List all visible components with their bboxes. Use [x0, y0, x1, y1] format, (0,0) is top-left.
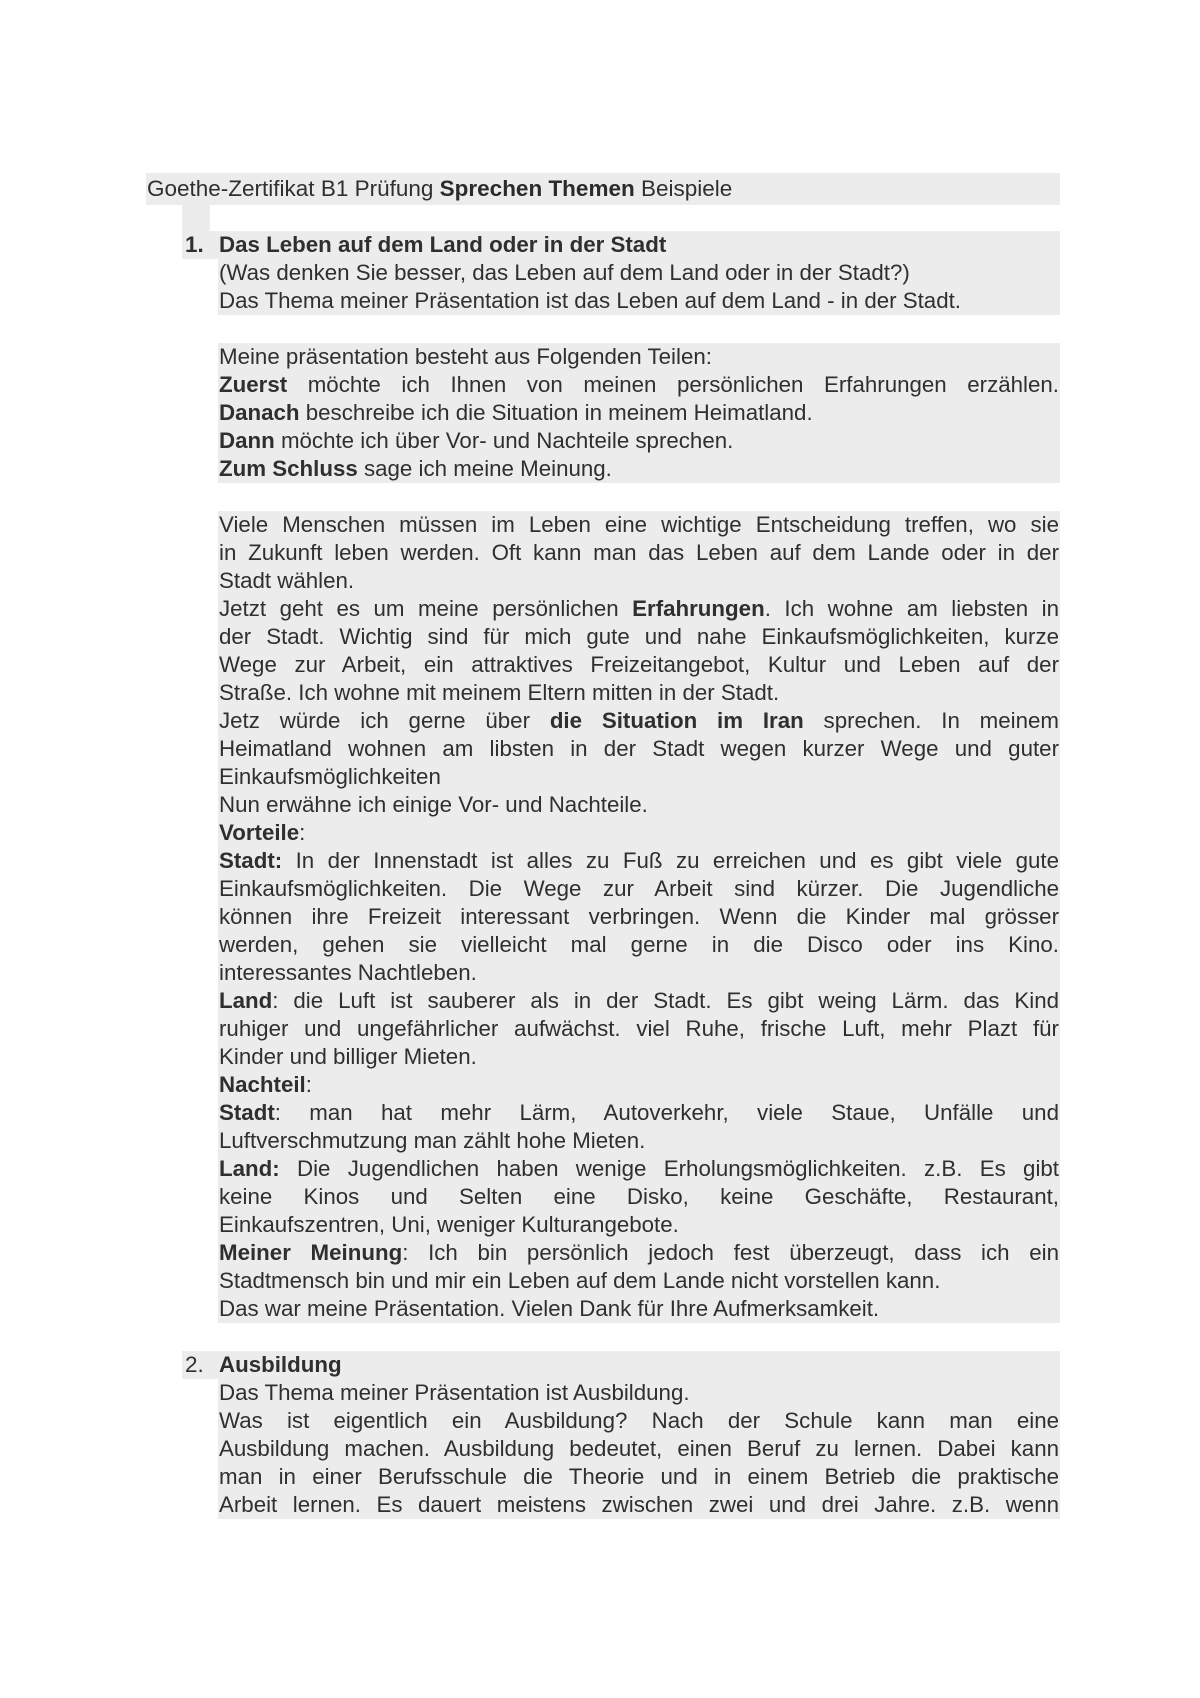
paragraph-line: keine Kinos und Selten eine Disko, keine Geschäfte, Restaurant, [219, 1184, 1059, 1209]
paragraph-line: Stadt: In der Innenstadt ist alles zu Fuß zu erreichen und es gibt viele gute [219, 848, 1059, 873]
paragraph-line: Einkaufsmöglichkeiten. Die Wege zur Arbeit sind kürzer. Die Jugendliche [219, 876, 1059, 901]
paragraph-line: Jetz würde ich gerne über die Situation im Iran sprechen. In meinem [219, 708, 1059, 733]
paragraph-line: Arbeit lernen. Es dauert meistens zwischen zwei und drei Jahre. z.B. wenn [219, 1492, 1059, 1517]
part-danach: Danach beschreibe ich die Situation in meinem Heimatland. [218, 399, 1060, 427]
paragraph-line: Viele Menschen müssen im Leben eine wichtige Entscheidung treffen, wo sie [219, 512, 1059, 537]
paragraph-line: werden, gehen sie vielleicht mal gerne in die Disco oder ins Kino. [219, 932, 1059, 957]
paragraph-line: Was ist eigentlich ein Ausbildung? Nach der Schule kann man eine [219, 1408, 1059, 1433]
paragraph-line: in Zukunft leben werden. Oft kann man das Leben auf dem Lande oder in der [219, 540, 1059, 565]
section-2-body [218, 1351, 1060, 1519]
section-2-heading: Ausbildung [218, 1351, 1060, 1379]
paragraph-line: Meiner Meinung: Ich bin persönlich jedoch fest überzeugt, dass ich ein [219, 1240, 1059, 1265]
blank-line [218, 315, 1060, 343]
section-1-number: 1. [182, 231, 218, 259]
paragraph-line: Einkaufsmöglichkeiten [218, 763, 1060, 791]
paragraph-line: Stadt wählen. [218, 567, 1060, 595]
paragraph-line: Wege zur Arbeit, ein attraktives Freizeitangebot, Kultur und Leben auf der [219, 652, 1059, 677]
paragraph-line: Land: die Luft ist sauberer als in der Stadt. Es gibt weing Lärm. das Kind [219, 988, 1059, 1013]
document-title [146, 173, 1060, 205]
paragraph-line: man in einer Berufsschule die Theorie und in einem Betrieb die praktische [219, 1464, 1059, 1489]
title-prefix: Goethe-Zertifikat B1 Prüfung [147, 176, 440, 201]
section-2-number: 2. [182, 1351, 218, 1379]
blank-line [218, 483, 1060, 511]
section-2-topic: Das Thema meiner Präsentation ist Ausbildung. [218, 1379, 1060, 1407]
paragraph-line: ruhiger und ungefährlicher aufwächst. viel Ruhe, frische Luft, mehr Plazt für [219, 1016, 1059, 1041]
paragraph-line: Luftverschmutzung man zählt hohe Mieten. [218, 1127, 1060, 1155]
parts-intro: Meine präsentation besteht aus Folgenden Teilen: [218, 343, 1060, 371]
paragraph-line: Straße. Ich wohne mit meinem Eltern mitten in der Stadt. [218, 679, 1060, 707]
paragraph-line: Ausbildung machen. Ausbildung bedeutet, einen Beruf zu lernen. Dabei kann [219, 1436, 1059, 1461]
paragraph-line: Kinder und billiger Mieten. [218, 1043, 1060, 1071]
title-bold: Sprechen Themen [439, 176, 635, 201]
paragraph-line: Heimatland wohnen am libsten in der Stadt wegen kurzer Wege und guter [219, 736, 1059, 761]
nachteil-heading: Nachteil: [218, 1071, 1060, 1099]
section-1-topic: Das Thema meiner Präsentation ist das Leben auf dem Land - in der Stadt. [218, 287, 1060, 315]
section-1-heading: Das Leben auf dem Land oder in der Stadt [218, 231, 1060, 259]
section-1-question: (Was denken Sie besser, das Leben auf dem Land oder in der Stadt?) [218, 259, 1060, 287]
paragraph-line: Jetzt geht es um meine persönlichen Erfahrungen. Ich wohne am liebsten in [219, 596, 1059, 621]
part-dann: Dann möchte ich über Vor- und Nachteile sprechen. [218, 427, 1060, 455]
paragraph-line: Stadt: man hat mehr Lärm, Autoverkehr, viele Staue, Unfälle und [219, 1100, 1059, 1125]
paragraph-line: können ihre Freizeit interessant verbringen. Wenn die Kinder mal grösser [219, 904, 1059, 929]
part-zum-schluss: Zum Schluss sage ich meine Meinung. [218, 455, 1060, 483]
title-suffix: Beispiele [634, 176, 733, 201]
paragraph-line: der Stadt. Wichtig sind für mich gute und nahe Einkaufsmöglichkeiten, kurze [219, 624, 1059, 649]
blank-line [218, 1323, 1060, 1351]
paragraph-line: Stadtmensch bin und mir ein Leben auf dem Lande nicht vorstellen kann. [218, 1267, 1060, 1295]
section-1-body [218, 231, 1060, 1351]
part-zuerst: Zuerst möchte ich Ihnen von meinen persönlichen Erfahrungen erzählen. [219, 372, 1059, 397]
paragraph-line: Nun erwähne ich einige Vor- und Nachteile. [218, 791, 1060, 819]
paragraph-line: Das war meine Präsentation. Vielen Dank für Ihre Aufmerksamkeit. [218, 1295, 1060, 1323]
vorteile-heading: Vorteile: [218, 819, 1060, 847]
highlight-gap [182, 205, 210, 231]
paragraph-line: interessantes Nachtleben. [218, 959, 1060, 987]
paragraph-line: Einkaufszentren, Uni, weniger Kulturangebote. [218, 1211, 1060, 1239]
paragraph-line: Land: Die Jugendlichen haben wenige Erholungsmöglichkeiten. z.B. Es gibt [219, 1156, 1059, 1181]
